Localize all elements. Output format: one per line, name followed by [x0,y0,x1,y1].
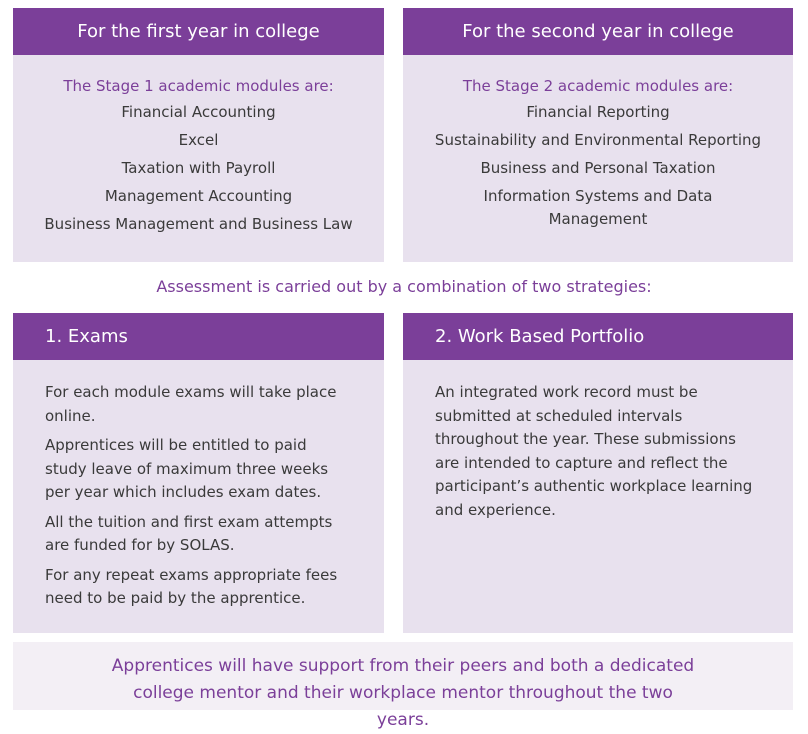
exams-paragraph: Apprentices will be entitled to paid study leave of maximum three weeks per year which includes exam dates. [45,436,329,501]
first-year-module: Management Accounting [104,187,293,205]
support-note-text: Apprentices will have support from their peers and both a dedicated college mentor and their workplace mentor throughout the two years. [111,656,695,730]
first-year-title: For the first year in college [13,8,384,55]
portfolio-paragraph: An integrated work record must be submitted at scheduled intervals throughout the year. These submissions are intended to capture and reflect the participant’s authentic workplace learning and experience. [435,383,753,519]
exams-paragraph: For any repeat exams appropriate fees need to be paid by the apprentice. [45,565,338,607]
second-year-module: Financial Reporting [526,103,670,121]
first-year-intro: The Stage 1 academic modules are: [63,77,334,95]
exams-card [13,313,384,633]
assessment-intro: Assessment is carried out by a combination of two strategies: [156,277,652,296]
first-year-module: Financial Accounting [121,103,276,121]
portfolio-card [403,313,793,633]
first-year-card [13,8,384,262]
exams-body [13,360,384,611]
second-year-module: Sustainability and Environmental Reporting [434,131,762,149]
first-year-module: Business Management and Business Law [44,215,353,233]
support-note [13,642,793,730]
second-year-module-list [403,77,793,231]
portfolio-body [403,360,793,522]
second-year-intro: The Stage 2 academic modules are: [462,77,734,95]
second-year-title: For the second year in college [403,8,793,55]
second-year-module: Business and Personal Taxation [480,159,716,177]
exams-title: 1. Exams [13,313,384,360]
portfolio-title: 2. Work Based Portfolio [403,313,793,360]
first-year-module-list [13,77,384,236]
first-year-module: Excel [178,131,219,149]
second-year-card [403,8,793,262]
second-year-module: Information Systems and Data Management [483,187,713,228]
exams-paragraph: All the tuition and first exam attempts are funded for by SOLAS. [45,512,333,554]
first-year-module: Taxation with Payroll [121,159,276,177]
exams-paragraph: For each module exams will take place online. [45,383,337,425]
